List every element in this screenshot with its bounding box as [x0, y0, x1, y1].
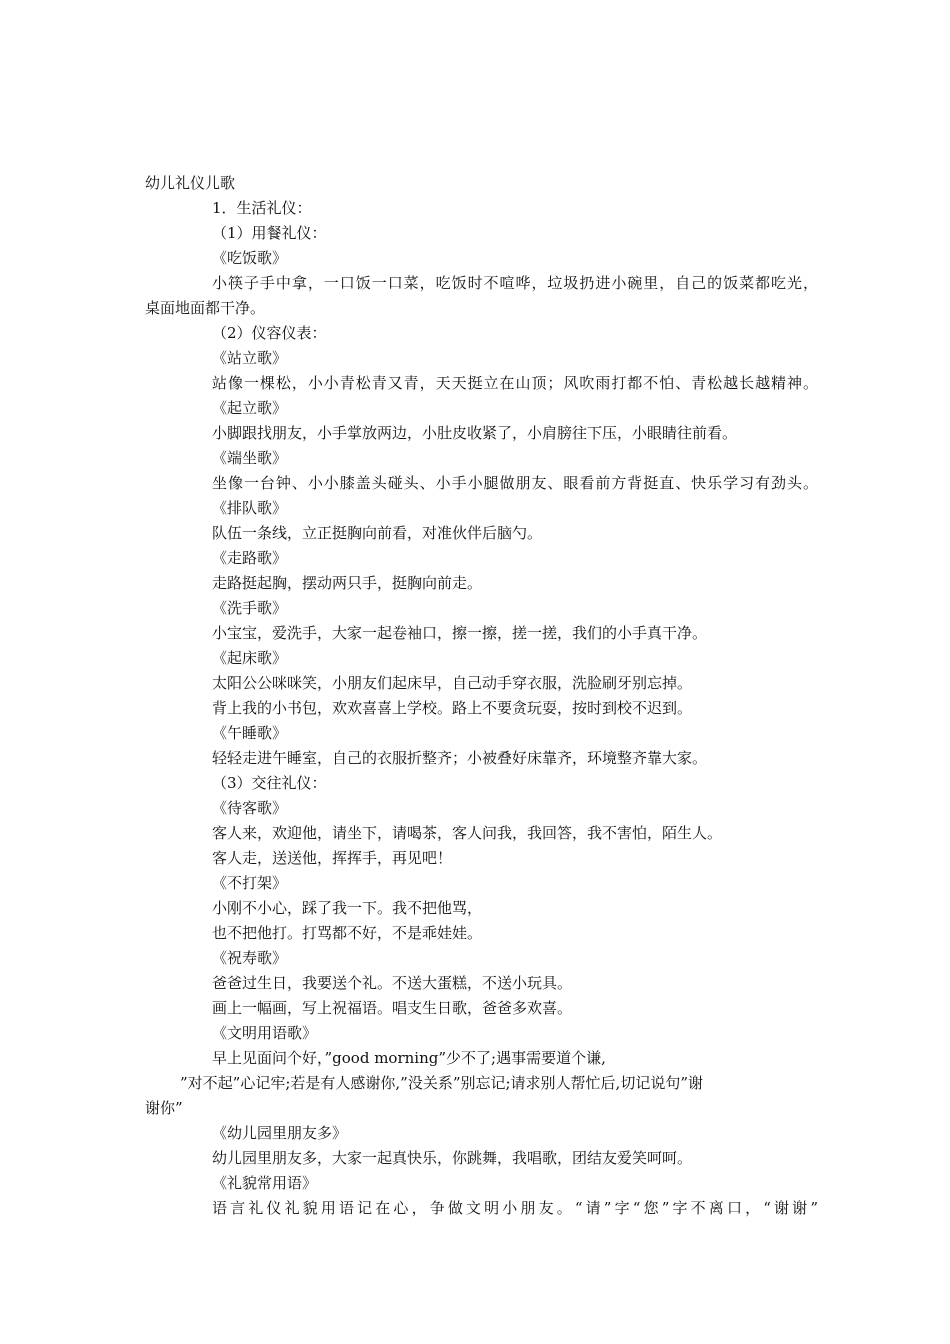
song-text-line: 轻轻走进午睡室，自己的衣服折整齐；小被叠好床靠齐，环境整齐靠大家。	[212, 749, 708, 767]
subsection-heading: （1）用餐礼仪：	[212, 224, 327, 242]
song-text-line: 客人走，送送他，挥挥手，再见吧！	[212, 849, 453, 867]
song-title: 《站立歌》	[212, 349, 288, 367]
song-text-line: 客人来，欢迎他，请坐下，请喝茶，客人问我，我回答，我不害怕，陌生人。	[212, 824, 723, 842]
song-text-line: 坐像一台钟、小小膝盖头碰头、小手小腿做朋友、眼看前方背挺直、快乐学习有劲头。	[212, 474, 818, 492]
song-title: 《吃饭歌》	[212, 249, 288, 267]
song-text-line: 早上见面问个好，”good morning”少不了;遇事需要道个谦,	[212, 1049, 606, 1067]
song-title: 《洗手歌》	[212, 599, 288, 617]
song-text-line: 谢你”	[145, 1099, 183, 1117]
song-title: 《起立歌》	[212, 399, 288, 417]
song-text-line: 队伍一条线，立正挺胸向前看，对准伙伴后脑勺。	[212, 524, 543, 542]
song-title: 《起床歌》	[212, 649, 288, 667]
song-title: 《走路歌》	[212, 549, 288, 567]
song-title: 《待客歌》	[212, 799, 288, 817]
song-text-line: 站像一棵松，小小青松青又青，天天挺立在山顶；风吹雨打都不怕、青松越长越精神。	[212, 374, 818, 392]
song-text-line: 背上我的小书包，欢欢喜喜上学校。路上不要贪玩耍，按时到校不迟到。	[212, 699, 693, 717]
song-text-line: 小脚跟找朋友，小手掌放两边，小肚皮收紧了，小肩膀往下压，小眼睛往前看。	[212, 424, 738, 442]
song-text-line: 语言礼仪礼貌用语记在心，争做文明小朋友。“请”字“您”字不离口，“谢谢”	[212, 1199, 818, 1217]
document-title: 幼儿礼仪儿歌	[145, 174, 236, 192]
song-title: 《礼貌常用语》	[212, 1174, 318, 1192]
song-title: 《祝寿歌》	[212, 949, 288, 967]
song-title: 《午睡歌》	[212, 724, 288, 742]
subsection-heading: （2）仪容仪表：	[212, 324, 327, 342]
song-text-line: 小筷子手中拿，一口饭一口菜，吃饭时不喧哗，垃圾扔进小碗里，自己的饭菜都吃光，	[212, 274, 818, 292]
song-title: 《幼儿园里朋友多》	[212, 1124, 348, 1142]
section-heading: 1．生活礼仪：	[212, 199, 312, 217]
song-text-line: 小刚不小心，踩了我一下。我不把他骂，	[212, 899, 483, 917]
song-text-line: 走路挺起胸，摆动两只手，挺胸向前走。	[212, 574, 483, 592]
song-text-line: 画上一幅画，写上祝福语。唱支生日歌，爸爸多欢喜。	[212, 999, 573, 1017]
song-title: 《端坐歌》	[212, 449, 288, 467]
song-text-line: 桌面地面都干净。	[145, 299, 266, 317]
song-text-line: 爸爸过生日，我要送个礼。不送大蛋糕，不送小玩具。	[212, 974, 573, 992]
song-title: 《排队歌》	[212, 499, 288, 517]
song-text-line: 小宝宝，爱洗手，大家一起卷袖口，擦一擦，搓一搓，我们的小手真干净。	[212, 624, 708, 642]
song-text-line: 也不把他打。打骂都不好，不是乖娃娃。	[212, 924, 483, 942]
song-title: 《不打架》	[212, 874, 288, 892]
song-text-line: 太阳公公咪咪笑，小朋友们起床早，自己动手穿衣服，洗脸刷牙别忘掉。	[212, 674, 693, 692]
song-title: 《文明用语歌》	[212, 1024, 318, 1042]
subsection-heading: （3）交往礼仪：	[212, 774, 327, 792]
song-text-line: 幼儿园里朋友多，大家一起真快乐，你跳舞，我唱歌，团结友爱笑呵呵。	[212, 1149, 693, 1167]
song-text-line: ”对不起”心记牢;若是有人感谢你,”没关系”别忘记;请求别人帮忙后,切记说句”谢	[180, 1074, 703, 1092]
